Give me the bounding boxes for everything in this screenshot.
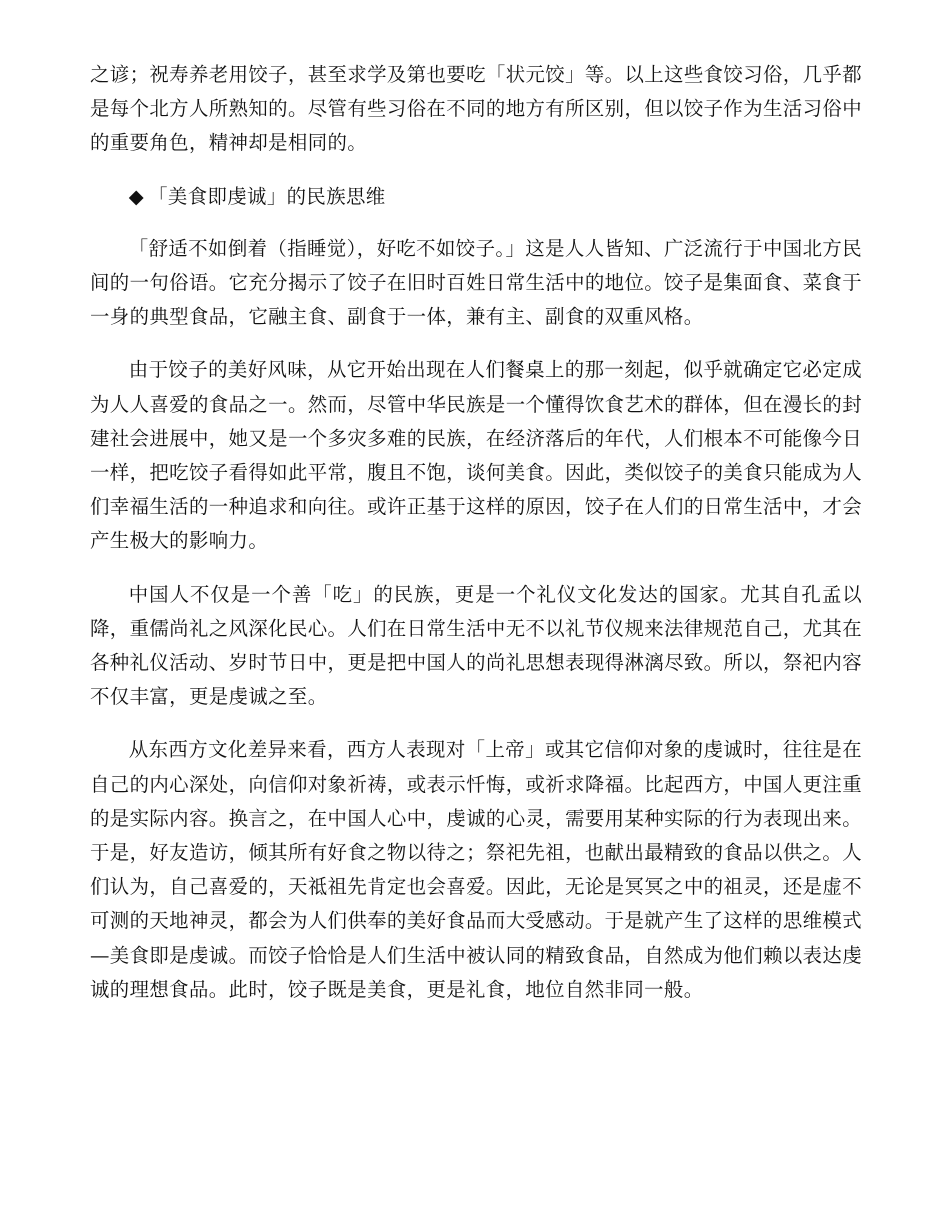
section-title: 「美食即虔诚」的民族思维 (148, 184, 386, 208)
diamond-bullet-icon: ◆ (128, 184, 145, 208)
paragraph-4: 从东西方文化差异来看，西方人表现对「上帝」或其它信仰对象的虔诚时，往往是在自己的内心深处，向信仰对象祈祷，或表示忏悔，或祈求降福。比起西方，中国人更注重的是实际内容。换言之，在中国人心中，虔诚的心灵，需要用某种实际的行为表现出来。于是，好友造访，倾其所有好食之物以待之；祭祀先祖，也献出最精致的食品以供之。人们认为，自己喜爱的，天祗祖先肯定也会喜爱。因此，无论是冥冥之中的祖灵，还是虚不可测的天地神灵，都会为人们供奉的美好食品而大受感动。于是就产生了这样的思维模式—美食即是虔诚。而饺子恰恰是人们生活中被认同的精致食品，自然成为他们赖以表达虔诚的理想食品。此时，饺子既是美食，更是礼食，地位自然非同一般。 (90, 738, 862, 1001)
paragraph-3: 中国人不仅是一个善「吃」的民族，更是一个礼仪文化发达的国家。尤其自孔孟以降，重儒尚礼之风深化民心。人们在日常生活中无不以礼节仪规来法律规范自己，尤其在各种礼仪活动、岁时节日中，更是把中国人的尚礼思想表现得淋漓尽致。所以，祭祀内容不仅丰富，更是虔诚之至。 (90, 582, 862, 709)
paragraph-intro: 之谚；祝寿养老用饺子，甚至求学及第也要吃「状元饺」等。以上这些食饺习俗，几乎都是每个北方人所熟知的。尽管有些习俗在不同的地方有所区别，但以饺子作为生活习俗中的重要角色，精神却是相同的。 (90, 63, 862, 155)
paragraph-2: 由于饺子的美好风味，从它开始出现在人们餐桌上的那一刻起，似乎就确定它必定成为人人喜爱的食品之一。然而，尽管中华民族是一个懂得饮食艺术的群体，但在漫长的封建社会进展中，她又是一个多灾多难的民族，在经济落后的年代，人们根本不可能像今日一样，把吃饺子看得如此平常，腹且不饱，谈何美食。因此，类似饺子的美食只能成为人们幸福生活的一种追求和向往。或许正基于这样的原因，饺子在人们的日常生活中，才会产生极大的影响力。 (90, 358, 862, 553)
paragraph-1: 「舒适不如倒着（指睡觉），好吃不如饺子。」这是人人皆知、广泛流行于中国北方民间的一句俗语。它充分揭示了饺子在旧时百姓日常生活中的地位。饺子是集面食、菜食于一身的典型食品，它融主食、副食于一体，兼有主、副食的双重风格。 (90, 236, 862, 329)
section-heading (90, 180, 862, 214)
